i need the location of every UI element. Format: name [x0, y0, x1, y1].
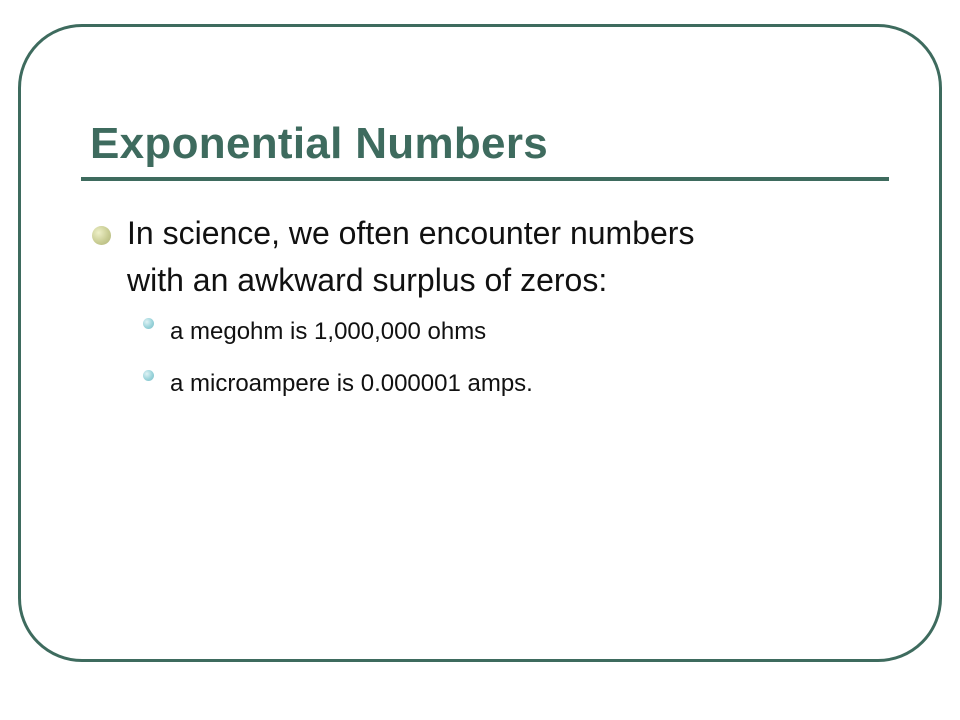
bullet-text-line-1: In science, we often encounter numbers — [127, 215, 695, 251]
sub-bullet-text: a megohm is 1,000,000 ohms — [170, 318, 487, 345]
bullet-dot-icon — [92, 226, 111, 245]
bullet-text-line-2: with an awkward surplus of zeros: — [127, 262, 608, 298]
bullet-item — [90, 210, 890, 304]
slide-title: Exponential Numbers — [90, 119, 549, 168]
sub-bullet-item — [90, 370, 890, 398]
sub-bullet-dot-icon — [143, 318, 154, 329]
sub-bullet-item — [90, 318, 890, 346]
sub-bullet-list — [90, 318, 890, 398]
title-underline — [81, 177, 889, 181]
sub-bullet-text: a microampere is 0.000001 amps. — [170, 370, 533, 397]
sub-bullet-dot-icon — [143, 370, 154, 381]
bullet-list — [90, 210, 890, 398]
